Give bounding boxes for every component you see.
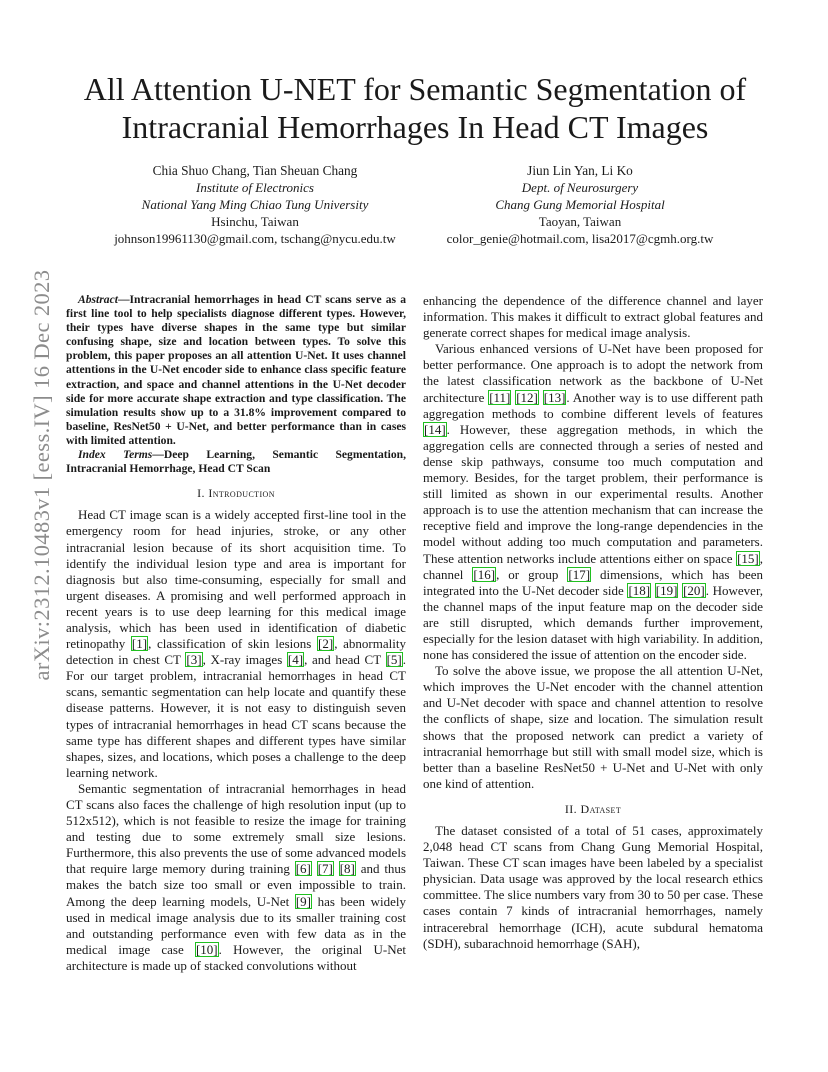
author-email[interactable]: color_genie@hotmail.com, lisa2017@cgmh.org.tw bbox=[446, 231, 714, 246]
text-run: dimensions, which has been integrated into the U-Net decoder side bbox=[423, 566, 763, 598]
text-run: , or group bbox=[496, 566, 568, 582]
author-institution: National Yang Ming Chiao Tung University bbox=[141, 197, 369, 212]
abstract-label: Abstract bbox=[78, 293, 118, 306]
citation-link[interactable]: [8] bbox=[339, 861, 355, 877]
section-heading-introduction bbox=[66, 485, 406, 501]
citation-link[interactable]: [4] bbox=[287, 652, 304, 668]
arxiv-stamp bbox=[22, 269, 62, 681]
text-run: , channel bbox=[423, 550, 763, 582]
index-terms-text: —Deep Learning, Semantic Segmentation, Intracranial Hemorrhage, Head CT Scan bbox=[66, 448, 406, 476]
text-run: Semantic segmentation of intracranial hemorrhages in head CT scans also faces the challenge of high resolution input (up to 512x512), which is not feasible to resize the image for training and testing due to some extremely small size lesions. Furthermore, this also prevents the use of some advanced models that require large memory during training bbox=[66, 780, 406, 877]
author-location: Taoyan, Taiwan bbox=[538, 214, 622, 229]
citation-link[interactable]: [14] bbox=[424, 421, 446, 437]
section-title: Dataset bbox=[580, 801, 622, 816]
index-terms-label: Index Terms bbox=[78, 448, 153, 462]
citation-link[interactable]: [11] bbox=[489, 389, 511, 405]
citation-link[interactable]: [19] bbox=[655, 582, 678, 598]
text-run: . However, these aggregation methods, in which the aggregation cells are connected through a series of nested and dense skip pathways, consume too much computation and memory. Besides, for the target problem, their performance is still limited as shown in our experimental results. Another approach is to use the attention mechanism that can increase the receptive field and improve the long-range dependencies in the model without adding too much computation and parameters. These attention networks include attentions either on space bbox=[423, 421, 763, 566]
text-run: . Another way is to use different path aggregation methods to combine different levels of features bbox=[423, 389, 764, 421]
abstract bbox=[66, 293, 406, 448]
paragraph bbox=[66, 507, 406, 781]
author-names: Jiun Lin Yan, Li Ko bbox=[527, 163, 633, 178]
author-location: Hsinchu, Taiwan bbox=[211, 214, 299, 229]
section-number: II. bbox=[564, 801, 578, 816]
section-heading-dataset bbox=[423, 801, 763, 817]
citation-link[interactable]: [3] bbox=[186, 652, 202, 668]
text-run: . However, the original U-Net architecture is made up of stacked convolutions without bbox=[66, 941, 406, 973]
text-run: Various enhanced versions of U-Net have been proposed for better performance. One approach is to adopt the network from the latest classification network as the backbone of U-Net architecture bbox=[423, 341, 763, 405]
citation-link[interactable]: [1] bbox=[131, 636, 148, 652]
section-title: Introduction bbox=[208, 486, 275, 501]
section-number: I. bbox=[197, 486, 205, 501]
paragraph bbox=[423, 341, 763, 663]
paragraph: enhancing the dependence of the difference channel and layer information. This makes it difficult to extract global features and generate correct shapes for medical image analysis. bbox=[423, 293, 763, 341]
text-run: , abnormality detection in chest CT bbox=[66, 636, 406, 668]
author-block-2 bbox=[430, 162, 730, 247]
citation-link[interactable]: [10] bbox=[195, 941, 218, 957]
text-run bbox=[334, 861, 339, 876]
author-affiliation: Dept. of Neurosurgery bbox=[521, 180, 639, 195]
paragraph bbox=[66, 781, 406, 974]
text-run: . However, the channel maps of the input feature map on the decoder side are still disrupted, which demands further improvement, especially for the lesion dataset with high variability. In addition, none has considered the issue of attention on the encoder side. bbox=[423, 582, 764, 663]
citation-link[interactable]: [18] bbox=[628, 582, 651, 598]
citation-link[interactable]: [12] bbox=[516, 389, 538, 405]
citation-link[interactable]: [9] bbox=[295, 893, 311, 909]
text-run: and thus makes the batch size too small or even impossible to train. Among the deep learning models, U-Net bbox=[66, 861, 406, 909]
index-terms bbox=[66, 448, 406, 476]
text-run bbox=[312, 861, 317, 876]
author-names: Chia Shuo Chang, Tian Sheuan Chang bbox=[152, 163, 358, 178]
author-affiliation: Institute of Electronics bbox=[196, 180, 314, 195]
author-email[interactable]: johnson19961130@gmail.com, tschang@nycu.edu.tw bbox=[114, 231, 396, 246]
citation-link[interactable]: [6] bbox=[295, 861, 311, 877]
citation-link[interactable]: [5] bbox=[386, 652, 402, 668]
right-column bbox=[423, 293, 763, 952]
text-run: , X-ray images bbox=[202, 652, 287, 668]
left-column bbox=[66, 293, 406, 974]
text-run: , and head CT bbox=[304, 652, 386, 668]
text-run: , classification of skin lesions bbox=[148, 636, 318, 652]
citation-link[interactable]: [15] bbox=[737, 550, 759, 566]
citation-link[interactable]: [16] bbox=[473, 566, 496, 582]
paragraph: The dataset consisted of a total of 51 cases, approximately 2,048 head CT scans from Chang Gung Memorial Hospital, Taiwan. These CT scan images have been labeled by a specialist physician. Data usage was approved by the local research ethics committee. The slice numbers vary from 30 to 50 per case. These cases contain 7 kinds of intracranial hemorrhages, namely intracerebral hemorrhage (ICH), acute subdural hematoma (SDH), subarachnoid hemorrhage (SAH), bbox=[423, 823, 763, 951]
author-institution: Chang Gung Memorial Hospital bbox=[495, 197, 665, 212]
paragraph: To solve the above issue, we propose the all attention U-Net, which improves the U-Net encoder with the channel attention and U-Net decoder with space and channel attention to resolve the conflicts of shape, size and location. The simulation result shows that the proposed network can predict a variety of intracranial hemorrhage but still with small model size, which is better than a baseline ResNet50 + U-Net and U-Net with only one kind of attention. bbox=[423, 663, 763, 791]
abstract-text: —Intracranial hemorrhages in head CT scans serve as a first line tool to help specialists diagnose different types. However, their types have diverse shapes in the same type but similar confusing shape, size and location between types. To solve this problem, this paper proposes an all attention U-Net. It uses channel attentions in the U-Net encoder side to enhance class specific feature extraction, and space and channel attentions in the U-Net decoder side for more accurate shape extraction and type classification. The simulation results show up to a 31.8% improvement compared to baseline, ResNet50 + U-Net, and better performance than in cases with limited attention. bbox=[66, 293, 406, 447]
text-run: has been widely used in medical image analysis due to its smaller training cost and outstanding performance even with few data as in the medical image case bbox=[66, 893, 406, 957]
citation-link[interactable]: [20] bbox=[683, 582, 705, 598]
arxiv-id-text: arXiv:2312.10483v1 [eess.IV] 16 Dec 2023 bbox=[29, 269, 54, 681]
text-run: Head CT image scan is a widely accepted first-line tool in the emergency room for head injuries, stroke, or any other intracranial lesion because of its short acquisition time. To identify the individual lesion type and area is important for diagnosis but also time-consuming, especially for small and urgent diseases. A promising and well performed approach in recent years is to use deep learning for this medical image analysis, which has been used in identification of diabetic retinopathy bbox=[66, 507, 406, 652]
text-run: . For our target problem, intracranial hemorrhages in head CT scans, semantic segmentation can help locate and quantify these disease patterns. However, it is not easy to distinguish seven types of intracranial hemorrhages in head CT scans because the same type has different shapes and different types have similar shapes, sizes, and locations, which poses a challenge to the deep learning network. bbox=[66, 652, 406, 780]
citation-link[interactable]: [13] bbox=[543, 389, 566, 405]
citation-link[interactable]: [17] bbox=[568, 566, 591, 582]
paper-title: All Attention U-NET for Semantic Segmentation of Intracranial Hemorrhages In Head CT Images bbox=[83, 71, 747, 145]
citation-link[interactable]: [7] bbox=[317, 861, 333, 877]
citation-link[interactable]: [2] bbox=[318, 636, 334, 652]
author-block-1 bbox=[100, 162, 410, 247]
